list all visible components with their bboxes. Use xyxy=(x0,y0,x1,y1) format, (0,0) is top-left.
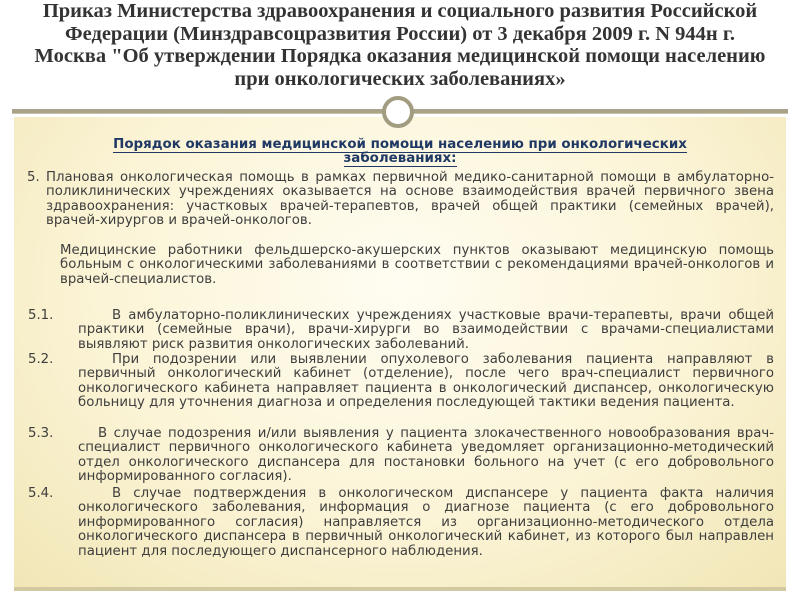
paragraph-5-4: В случае подтверждения в онкологическом диспансере у пациента факта наличия онкологического заболевания, информация о диагнозе пациента (с его добровольного информированного согласия) направляется из организационно-методического отдела онкологического диспансера в первичный онкологический кабинет, из которого был направлен пациент для последующего диспансерного наблюдения. xyxy=(78,486,774,559)
paragraph-5-3: В случае подозрения и/или выявления у пациента злокачественного новообразования врач-специалист первичного онкологического кабинета уведомляет организационно-методический отдел онкологического диспансера для постановки больного на учет (с его добровольного информированного согласия). xyxy=(78,426,774,485)
paragraph-5-continued: Медицинские работники фельдшерско-акушерских пунктов оказывают медицинскую помощь больным с онкологическими заболеваниями в соответствии с рекомендациями врачей-онкологов и врачей-специалистов. xyxy=(60,243,774,287)
section-heading: Порядок оказания медицинской помощи населению при онкологических заболеваниях: xyxy=(113,137,687,166)
panel-bottom-border xyxy=(14,587,786,591)
item-number-5-2: 5.2. xyxy=(28,352,54,367)
item-number-5-1: 5.1. xyxy=(28,308,54,323)
paragraph-5: Плановая онкологическая помощь в рамках первичной медико-санитарной помощи в амбулаторно-поликлинических учреждениях оказывается на основе взаимодействия врачей первичного звена здравоохранения: участковых врачей-терапевтов, врачей общей практики (семейных врачей), врачей-хирургов и врачей-онкологов. xyxy=(46,170,774,229)
slide-title: Приказ Министерства здравоохранения и социального развития Российской Федерации (Минздравсоцразвития России) от 3 декабря 2009 г. N 944н г. Москва "Об утверждении Порядка оказания медицинской помощи населению при онкологических заболеваниях» xyxy=(34,0,766,90)
paragraph-5-1: В амбулаторно-поликлинических учреждениях участковые врачи-терапевты, врачи общей практики (семейные врачи), врачи-хирурги во взаимодействии с врачами-специалистами выявляют риск развития онкологических заболеваний. xyxy=(78,308,774,352)
item-number-5-3: 5.3. xyxy=(28,426,54,441)
paragraph-5-2: При подозрении или выявлении опухолевого заболевания пациента направляют в первичный онкологический кабинет (отделение), после чего врач-специалист первичного онкологического кабинета направляет пациента в онкологический диспансер, онкологическую больницу для уточнения диагноза и определения последующей тактики ведения пациента. xyxy=(78,352,774,411)
item-number-5-4: 5.4. xyxy=(28,486,54,501)
ring-ornament-icon xyxy=(382,96,414,128)
item-number-5: 5. xyxy=(27,170,40,185)
